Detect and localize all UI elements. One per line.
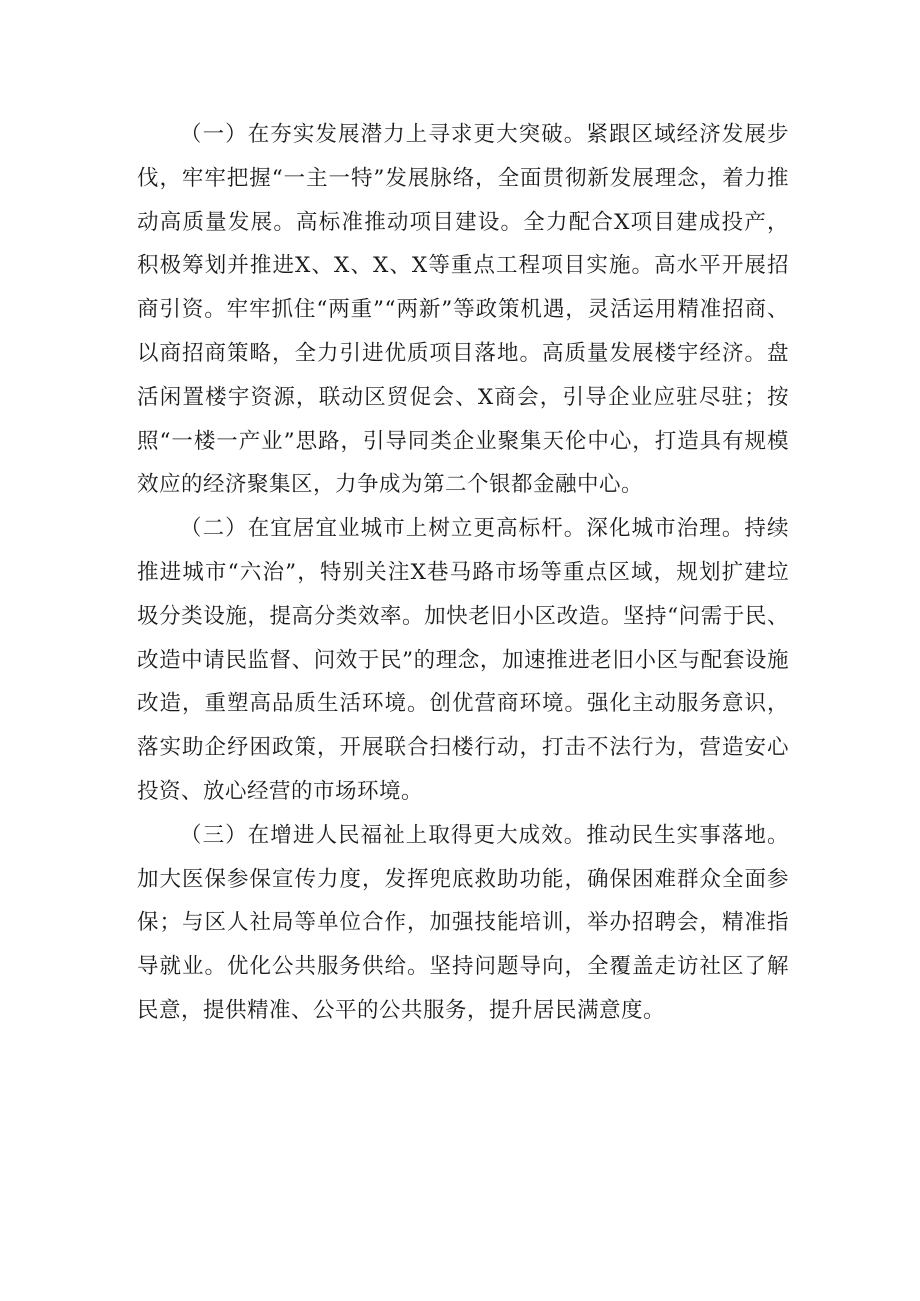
- paragraph-section-1: （一）在夯实发展潜力上寻求更大突破。紧跟区域经济发展步伐，牢牢把握“一主一特”发展脉络，全面贯彻新发展理念，着力推动高质量发展。高标准推动项目建设。全力配合X项目建成投产，积极筹划并推进X、X、X、X等重点工程项目实施。高水平开展招商引资。牢牢抓住“两重”“两新”等政策机遇，灵活运用精准招商、以商招商策略，全力引进优质项目落地。高质量发展楼宇经济。盘活闲置楼宇资源，联动区贸促会、X商会，引导企业应驻尽驻；按照“一楼一产业”思路，引导同类企业聚集天伦中心，打造具有规模效应的经济聚集区，力争成为第二个银都金融中心。: [137, 122, 789, 498]
- paragraph-section-3: （三）在增进人民福祉上取得更大成效。推动民生实事落地。加大医保参保宣传力度，发挥兜底救助功能，确保困难群众全面参保；与区人社局等单位合作，加强技能培训，举办招聘会，精准指导就业。优化公共服务供给。坚持问题导向，全覆盖走访社区了解民意，提供精准、公平的公共服务，提升居民满意度。: [137, 822, 789, 1023]
- paragraph-section-2: （二）在宜居宜业城市上树立更高标杆。深化城市治理。持续推进城市“六治”，特别关注X巷马路市场等重点区域，规划扩建垃圾分类设施，提高分类效率。加快老旧小区改造。坚持“问需于民、改造中请民监督、问效于民”的理念，加速推进老旧小区与配套设施改造，重塑高品质生活环境。创优营商环境。强化主动服务意识，落实助企纾困政策，开展联合扫楼行动，打击不法行为，营造安心投资、放心经营的市场环境。: [137, 516, 789, 804]
- document-body: [137, 113, 789, 1033]
